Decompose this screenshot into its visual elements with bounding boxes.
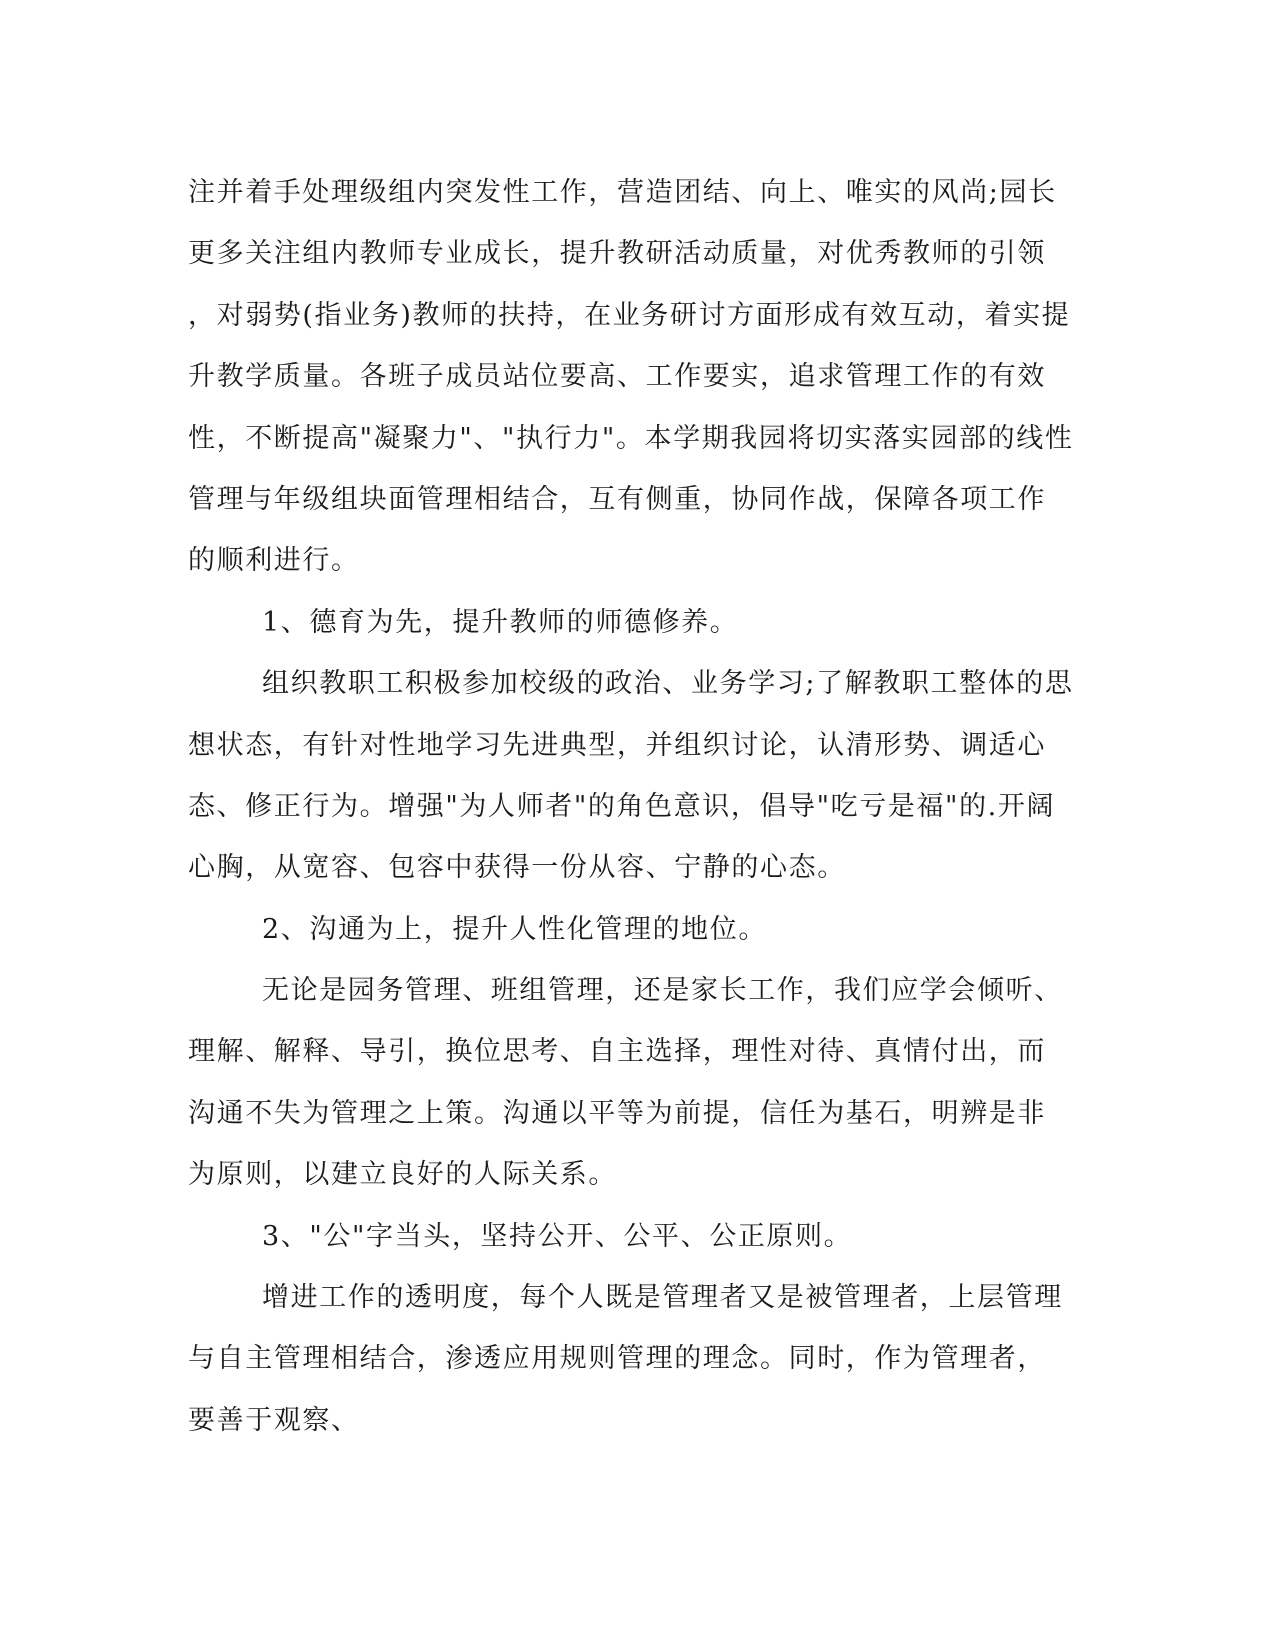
text-line-6: 管理与年级组块面管理相结合，互有侧重，协同作战，保障各项工作 bbox=[188, 483, 1046, 515]
text-line-14: 无论是园务管理、班组管理，还是家长工作，我们应学会倾听、 bbox=[262, 975, 1063, 1007]
text-line-2: 更多关注组内教师专业成长，提升教研活动质量，对优秀教师的引领 bbox=[188, 238, 1046, 270]
text-line-4: 升教学质量。各班子成员站位要高、工作要实，追求管理工作的有效 bbox=[188, 361, 1046, 393]
text-line-7: 的顺利进行。 bbox=[188, 545, 360, 577]
text-line-10: 想状态，有针对性地学习先进典型，并组织讨论，认清形势、调适心 bbox=[188, 729, 1046, 761]
document-body bbox=[188, 162, 1088, 1451]
text-line-9: 组织教职工积极参加校级的政治、业务学习;了解教职工整体的思 bbox=[262, 668, 1074, 700]
text-line-19: 增进工作的透明度，每个人既是管理者又是被管理者，上层管理 bbox=[262, 1282, 1063, 1314]
text-line-1: 注并着手处理级组内突发性工作，营造团结、向上、唯实的风尚;园长 bbox=[188, 177, 1057, 208]
text-line-11: 态、修正行为。增强"为人师者"的角色意识，倡导"吃亏是福"的.开阔 bbox=[188, 790, 1056, 822]
text-line-12: 心胸，从宽容、包容中获得一份从容、宁静的心态。 bbox=[188, 852, 846, 884]
text-line-20: 与自主管理相结合，渗透应用规则管理的理念。同时，作为管理者， bbox=[188, 1343, 1046, 1375]
text-line-15: 理解、解释、导引，换位思考、自主选择，理性对待、真情付出，而 bbox=[188, 1036, 1046, 1068]
text-line-17: 为原则，以建立良好的人际关系。 bbox=[188, 1159, 617, 1191]
text-line-21: 要善于观察、 bbox=[188, 1404, 360, 1436]
text-line-16: 沟通不失为管理之上策。沟通以平等为前提，信任为基石，明辨是非 bbox=[188, 1097, 1046, 1129]
section-heading-2: 2、沟通为上，提升人性化管理的地位。 bbox=[262, 913, 767, 945]
section-heading-3: 3、"公"字当头，坚持公开、公平、公正原则。 bbox=[262, 1220, 853, 1252]
text-line-5: 性，不断提高"凝聚力"、"执行力"。本学期我园将切实落实园部的线性 bbox=[188, 422, 1074, 454]
text-line-3: ，对弱势(指业务)教师的扶持，在业务研讨方面形成有效互动，着实提 bbox=[188, 299, 1071, 331]
section-heading-1: 1、德育为先，提升教师的师德修养。 bbox=[262, 606, 739, 638]
